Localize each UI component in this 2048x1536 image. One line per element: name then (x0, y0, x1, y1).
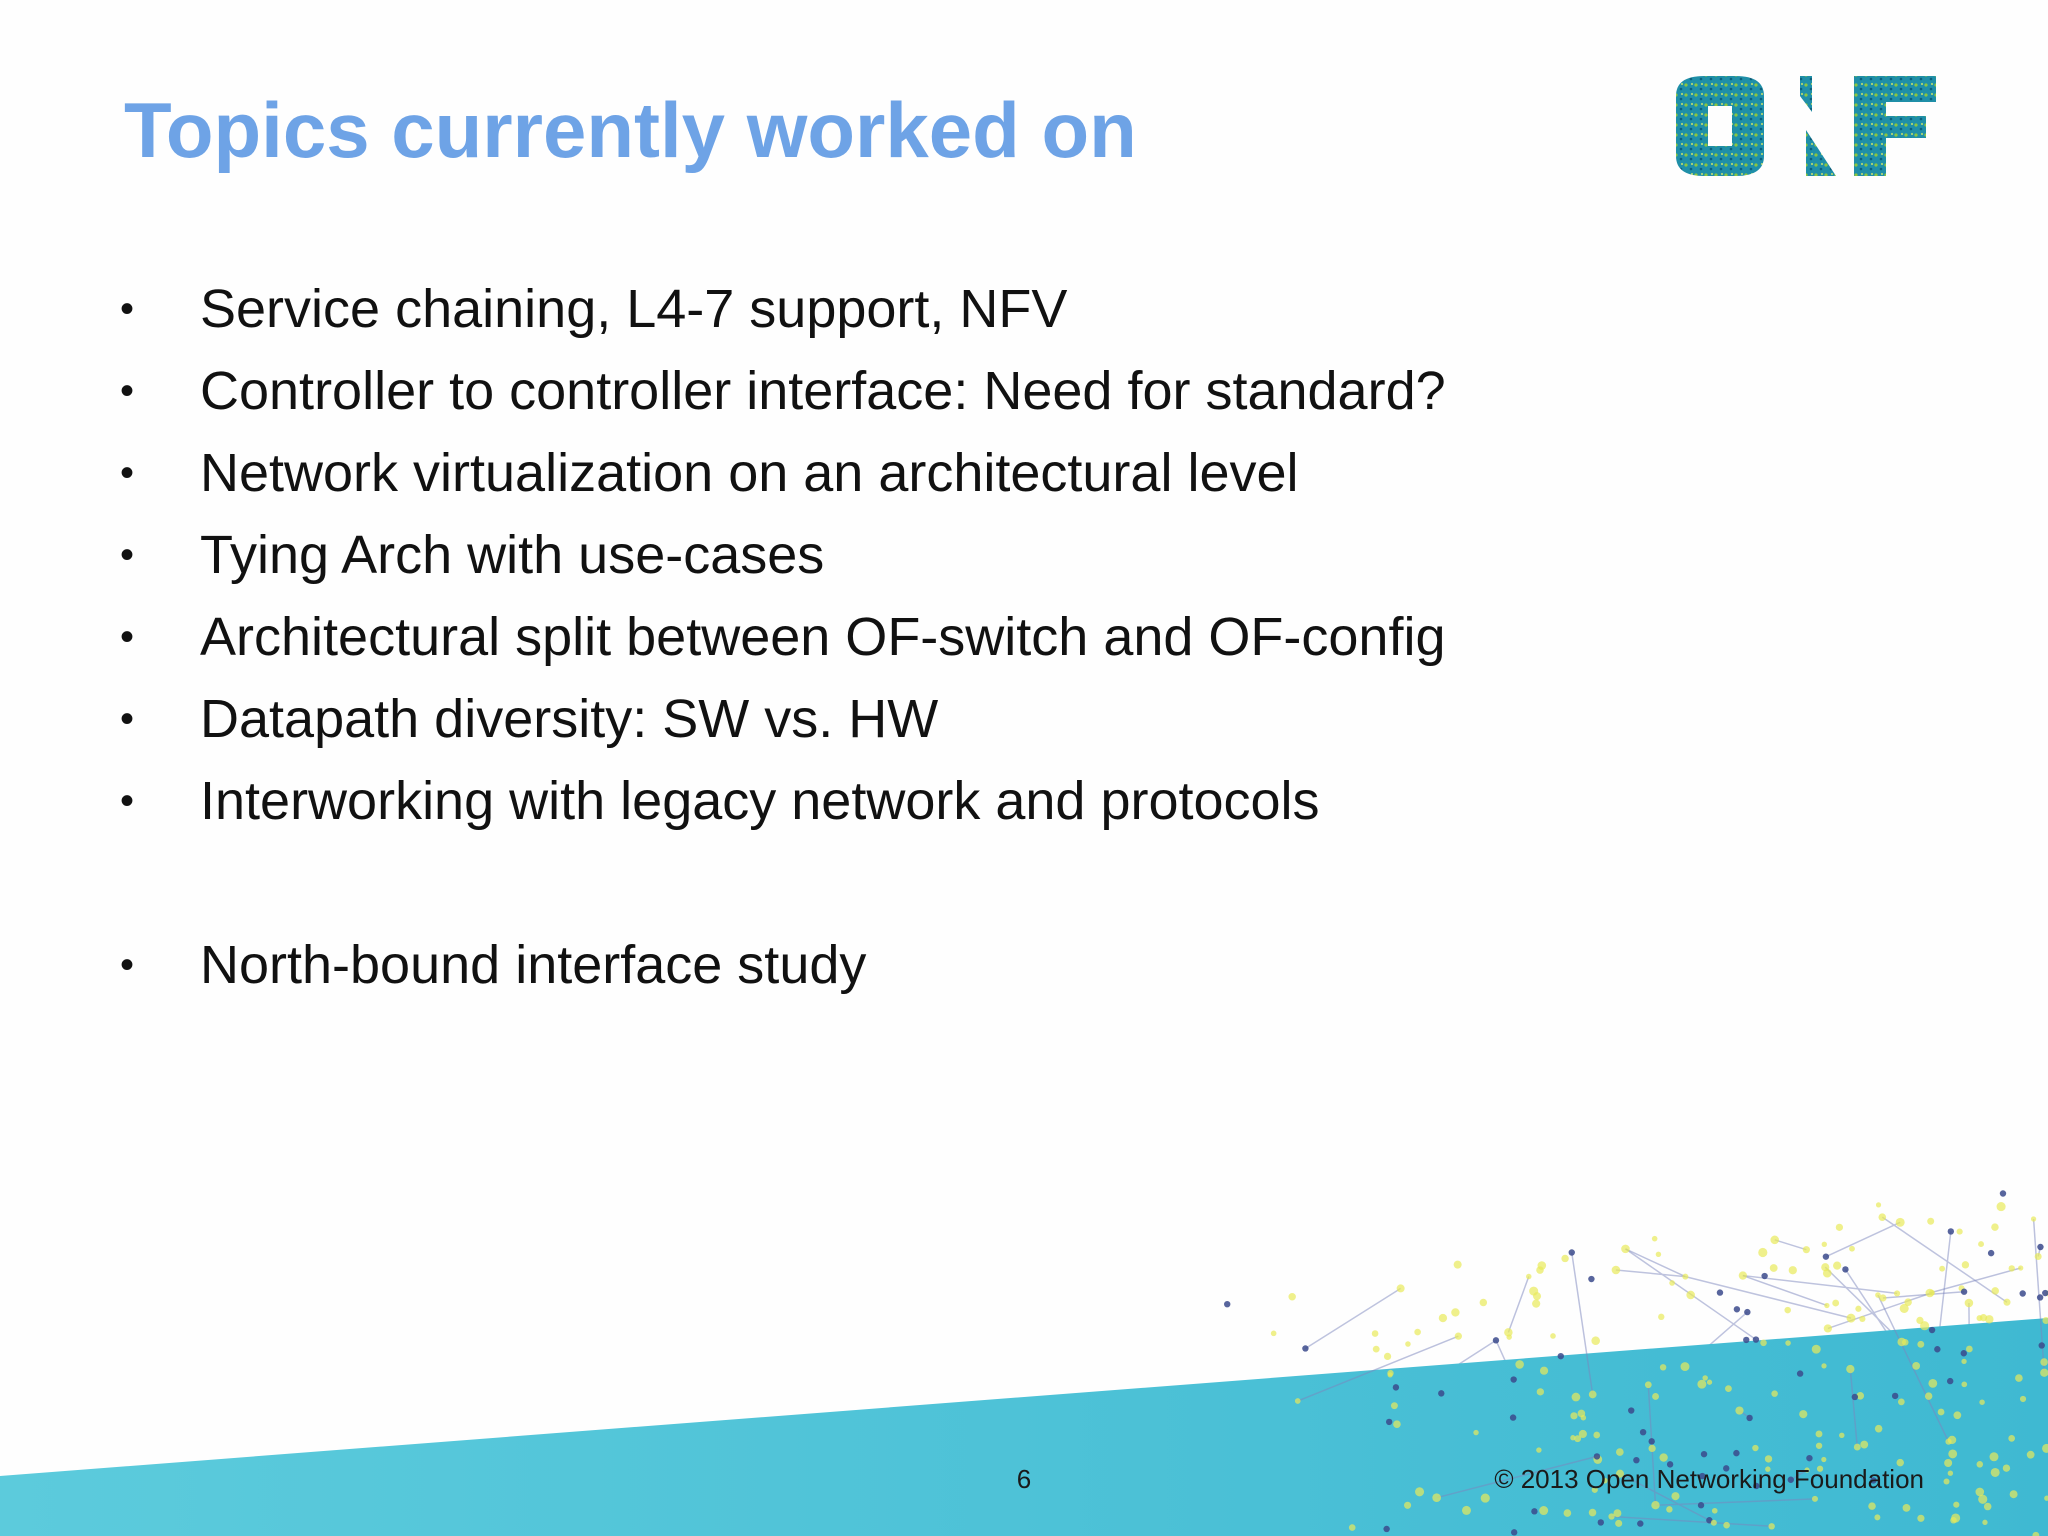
network-link (1775, 1240, 1807, 1250)
bullet-text: Service chaining, L4-7 support, NFV (200, 279, 1068, 339)
network-node (1876, 1202, 1881, 1207)
network-node (1953, 1411, 1961, 1419)
network-node (1511, 1529, 1517, 1535)
network-node (1481, 1494, 1490, 1503)
network-node (1934, 1346, 1940, 1352)
network-node (2042, 1290, 2048, 1296)
network-node (1473, 1430, 1478, 1435)
network-node (1493, 1337, 1499, 1343)
network-node (1404, 1502, 1411, 1509)
network-node (1842, 1266, 1848, 1272)
network-node (1947, 1378, 1953, 1384)
network-node (1770, 1236, 1779, 1245)
network-node (1454, 1261, 1462, 1269)
network-node (2000, 1190, 2006, 1196)
copyright-notice: © 2013 Open Networking Foundation (1494, 1464, 1924, 1494)
network-node (1854, 1444, 1861, 1451)
network-node (1415, 1487, 1424, 1496)
network-node (2018, 1265, 2023, 1270)
network-node (1593, 1432, 1600, 1439)
network-node (1660, 1364, 1666, 1370)
network-node (1953, 1502, 1959, 1508)
network-node (1982, 1520, 1987, 1525)
network-node (1984, 1503, 1992, 1511)
network-node (1961, 1359, 1966, 1364)
network-node (1925, 1392, 1932, 1399)
network-node (1633, 1457, 1639, 1463)
network-node (1570, 1412, 1577, 1419)
network-node (1821, 1457, 1826, 1462)
network-node (1957, 1229, 1963, 1235)
network-node (1594, 1453, 1600, 1459)
network-node (1581, 1415, 1587, 1421)
network-node (1510, 1414, 1516, 1420)
network-node (2027, 1451, 2035, 1459)
network-node (1961, 1381, 1967, 1387)
network-node (1878, 1213, 1886, 1221)
network-node (1980, 1314, 1987, 1321)
network-node (1917, 1515, 1924, 1522)
network-node (2037, 1294, 2043, 1300)
network-node (1589, 1391, 1597, 1399)
network-node (1628, 1407, 1634, 1413)
network-node (1288, 1293, 1295, 1300)
network-node (1480, 1299, 1487, 1306)
network-node (1904, 1298, 1912, 1306)
network-node (1723, 1522, 1730, 1529)
network-node (1558, 1353, 1564, 1359)
network-node (1948, 1228, 1954, 1234)
network-node (1589, 1509, 1597, 1517)
network-node (1806, 1455, 1812, 1461)
network-node (1717, 1289, 1723, 1295)
network-node (1965, 1299, 1974, 1308)
network-link (1305, 1288, 1400, 1348)
bullet-marker: • (120, 369, 135, 413)
network-node (1948, 1436, 1956, 1444)
network-node (1816, 1430, 1823, 1437)
network-node (1962, 1261, 1969, 1268)
network-node (1295, 1398, 1301, 1404)
bullet-marker: • (120, 451, 135, 495)
network-node (1768, 1523, 1774, 1529)
network-node (1927, 1218, 1934, 1225)
network-node (1637, 1520, 1643, 1526)
network-node (2020, 1290, 2026, 1296)
network-node (1564, 1509, 1572, 1517)
network-node (2003, 1464, 2010, 1471)
network-node (1616, 1448, 1624, 1456)
network-node (1989, 1452, 1998, 1461)
network-node (1928, 1379, 1937, 1388)
network-node (1648, 1445, 1655, 1452)
network-node (1836, 1224, 1843, 1231)
network-node (1735, 1406, 1743, 1414)
network-node (1373, 1346, 1380, 1353)
network-node (1510, 1376, 1516, 1382)
network-node (1698, 1502, 1704, 1508)
network-node (2037, 1244, 2043, 1250)
network-node (1903, 1504, 1911, 1512)
network-node (1784, 1307, 1790, 1313)
network-node (1816, 1443, 1822, 1449)
page-number: 6 (1016, 1464, 1032, 1494)
network-node (1997, 1202, 2006, 1211)
network-link (1508, 1277, 1528, 1333)
bullet-marker: • (120, 697, 135, 741)
network-node (1302, 1345, 1308, 1351)
network-node (1536, 1447, 1541, 1452)
network-node (1572, 1393, 1581, 1402)
network-node (2008, 1435, 2015, 1442)
network-node (1656, 1252, 1661, 1257)
network-node (2020, 1396, 2026, 1402)
network-node (1824, 1303, 1829, 1308)
network-node (1640, 1429, 1646, 1435)
network-node (1799, 1410, 1807, 1418)
network-node (2010, 1490, 2018, 1498)
bullet-marker: • (120, 943, 135, 987)
network-node (1645, 1381, 1652, 1388)
network-node (1739, 1271, 1747, 1279)
network-node (1978, 1495, 1987, 1504)
network-node (1875, 1292, 1881, 1298)
network-node (1725, 1385, 1732, 1392)
network-node (1894, 1290, 1900, 1296)
network-node (1682, 1274, 1688, 1280)
network-node (1821, 1263, 1829, 1271)
network-node (1712, 1508, 1718, 1514)
network-node (1598, 1519, 1604, 1525)
network-node (1707, 1380, 1712, 1385)
network-node (1451, 1308, 1459, 1316)
network-node (1570, 1435, 1575, 1440)
network-node (1752, 1445, 1758, 1451)
slide-title: Topics currently worked on (124, 86, 1137, 174)
network-node (1991, 1468, 2000, 1477)
network-node (1929, 1327, 1935, 1333)
network-node (1961, 1289, 1967, 1295)
network-node (1859, 1316, 1865, 1322)
bullet-text: Datapath diversity: SW vs. HW (200, 689, 939, 749)
network-node (1991, 1223, 1998, 1230)
network-node (1588, 1276, 1594, 1282)
network-node (1944, 1478, 1950, 1484)
network-node (1438, 1390, 1444, 1396)
network-node (1753, 1336, 1759, 1342)
network-node (1532, 1300, 1540, 1308)
network-node (1615, 1520, 1622, 1527)
network-node (1770, 1264, 1778, 1272)
network-node (1938, 1409, 1945, 1416)
network-node (1349, 1524, 1356, 1531)
network-node (1966, 1346, 1973, 1353)
network-node (1686, 1291, 1695, 1300)
network-node (1648, 1438, 1654, 1444)
network-node (1821, 1363, 1826, 1368)
network-node (1531, 1508, 1537, 1514)
network-node (1652, 1236, 1658, 1242)
network-node (1823, 1253, 1829, 1259)
network-node (1977, 1461, 1984, 1468)
bullet-text: North-bound interface study (200, 935, 867, 995)
network-node (1822, 1242, 1827, 1247)
network-node (1393, 1420, 1401, 1428)
network-link (1685, 1277, 1851, 1319)
network-node (1711, 1520, 1717, 1526)
network-node (1789, 1266, 1797, 1274)
network-node (1920, 1321, 1929, 1330)
network-node (1455, 1333, 1462, 1340)
network-node (1666, 1506, 1672, 1512)
network-node (1383, 1526, 1389, 1532)
bullet-marker: • (120, 287, 135, 331)
network-node (1758, 1248, 1767, 1257)
network-node (2031, 1216, 2036, 1221)
network-node (1658, 1314, 1664, 1320)
network-node (1950, 1517, 1957, 1524)
network-node (1414, 1329, 1421, 1336)
network-node (1875, 1425, 1883, 1433)
bullet-text: Network virtualization on an architectural level (200, 443, 1299, 503)
network-node (2003, 1299, 2010, 1306)
network-node (1898, 1399, 1905, 1406)
network-node (1925, 1289, 1934, 1298)
bullet-text: Tying Arch with use-cases (200, 525, 825, 585)
network-node (1892, 1393, 1898, 1399)
network-node (1839, 1433, 1844, 1438)
network-node (1846, 1365, 1854, 1373)
network-node (1569, 1249, 1575, 1255)
network-node (1591, 1336, 1600, 1345)
network-node (1760, 1340, 1767, 1347)
network-node (1391, 1402, 1398, 1409)
network-node (1697, 1380, 1706, 1389)
network-node (1860, 1441, 1868, 1449)
bullet-text: Architectural split between OF-switch and OF-config (200, 607, 1446, 667)
bullet-text: Controller to controller interface: Need for standard? (200, 361, 1446, 421)
network-node (1561, 1255, 1568, 1262)
network-node (1765, 1455, 1772, 1462)
network-node (1897, 1338, 1905, 1346)
network-node (1734, 1306, 1740, 1312)
bullet-marker: • (120, 779, 135, 823)
network-node (1896, 1218, 1905, 1227)
network-node (1948, 1450, 1957, 1459)
bullet-marker: • (120, 615, 135, 659)
onf-logo-icon (1664, 72, 1944, 180)
network-node (1797, 1370, 1803, 1376)
network-node (1761, 1273, 1767, 1279)
network-node (1852, 1394, 1858, 1400)
network-node (1397, 1284, 1405, 1292)
network-node (2039, 1342, 2045, 1348)
network-node (1991, 1287, 1999, 1295)
network-node (1384, 1353, 1391, 1360)
network-node (1785, 1340, 1791, 1346)
network-node (1224, 1301, 1230, 1307)
network-node (1847, 1314, 1856, 1323)
network-node (1681, 1362, 1690, 1371)
network-node (1868, 1502, 1876, 1510)
network-node (1746, 1415, 1752, 1421)
network-node (1533, 1292, 1541, 1300)
network-node (1536, 1266, 1544, 1274)
network-node (1659, 1453, 1667, 1461)
network-node (1733, 1450, 1739, 1456)
network-node (1432, 1493, 1441, 1502)
network-node (1849, 1246, 1855, 1252)
network-node (1651, 1501, 1659, 1509)
network-node (1504, 1328, 1512, 1336)
network-node (1701, 1451, 1707, 1457)
network-node (1540, 1367, 1548, 1375)
network-node (2009, 1265, 2015, 1271)
network-node (1526, 1274, 1532, 1280)
network-node (1652, 1393, 1659, 1400)
bullet-marker: • (120, 533, 135, 577)
network-node (1539, 1506, 1548, 1515)
network-node (1803, 1246, 1810, 1253)
bullet-text: Interworking with legacy network and protocols (200, 771, 1320, 831)
network-node (1832, 1300, 1839, 1307)
network-node (1912, 1362, 1920, 1370)
network-node (1372, 1330, 1379, 1337)
network-node (2015, 1374, 2023, 1382)
network-node (1917, 1341, 1924, 1348)
network-node (1833, 1262, 1841, 1270)
network-node (1988, 1250, 1994, 1256)
network-node (1439, 1314, 1447, 1322)
network-node (1812, 1345, 1821, 1354)
network-node (1537, 1388, 1544, 1395)
network-node (1462, 1506, 1471, 1515)
network-node (1702, 1375, 1707, 1380)
network-node (1744, 1309, 1750, 1315)
network-node (1386, 1419, 1392, 1425)
network-node (1393, 1384, 1399, 1390)
network-node (1743, 1337, 1749, 1343)
network-node (1961, 1350, 1967, 1356)
network-node (1771, 1390, 1778, 1397)
network-node (2040, 1358, 2048, 1366)
network-node (1948, 1471, 1953, 1476)
network-node (1550, 1333, 1556, 1339)
network-node (1405, 1341, 1411, 1347)
network-node (1874, 1514, 1880, 1520)
network-node (1979, 1399, 1984, 1404)
network-node (1387, 1370, 1393, 1376)
network-node (2035, 1253, 2042, 1260)
network-node (1621, 1245, 1630, 1254)
network-node (1978, 1241, 1984, 1247)
network-link (1930, 1268, 2021, 1293)
network-node (1939, 1266, 1945, 1272)
network-node (1613, 1509, 1621, 1517)
network-node (1669, 1280, 1675, 1286)
network-node (1812, 1496, 1818, 1502)
network-node (1515, 1360, 1524, 1369)
network-node (1271, 1331, 1277, 1337)
network-node (1944, 1459, 1952, 1467)
network-node (1612, 1266, 1621, 1275)
network-node (1855, 1306, 1861, 1312)
network-node (1824, 1324, 1832, 1332)
